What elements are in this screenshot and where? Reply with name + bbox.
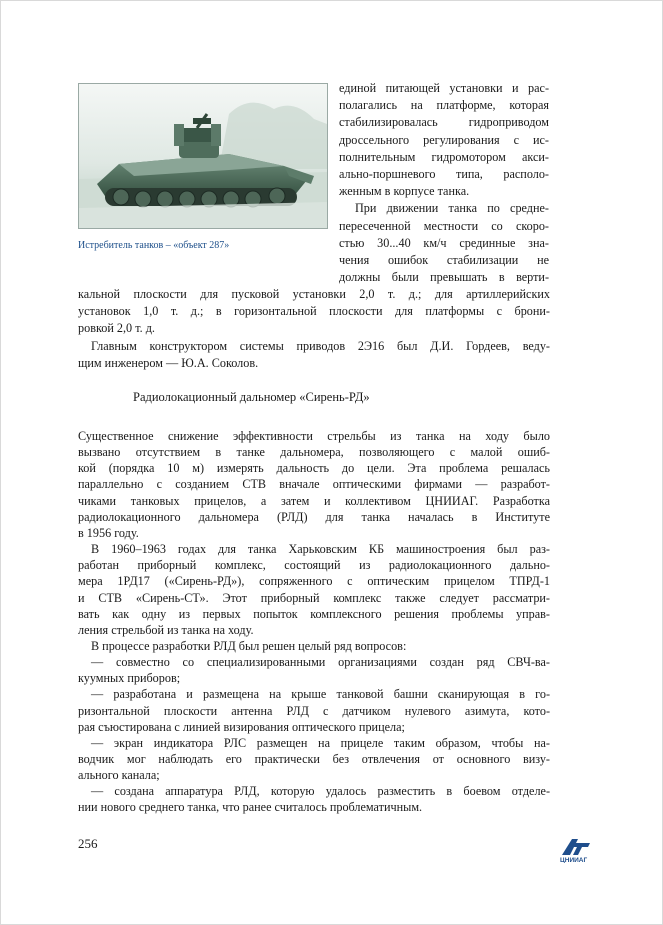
column-text-line-3: дроссельного регулирования с ис- [339, 132, 549, 147]
cniiag-logo [558, 835, 594, 863]
body-text-line-23: нии нового среднего танка, что ранее считалось проблематичным. [78, 800, 423, 815]
tank-photo [78, 83, 328, 229]
column-text-line-7: При движении танка по средне- [355, 201, 549, 216]
body-text-line-1: вызвано отсутствием в танке дальномера, позволяющего с малой ошиб- [78, 445, 550, 460]
body-text-line-13: В процессе разработки РЛД был решен целый ряд вопросов: [91, 638, 407, 653]
paragraph-line-0: кальной плоскости для пусковой установки 2,0 т. д.; для артиллерийских [78, 287, 550, 301]
page-number: 256 [78, 836, 98, 851]
column-text-line-6: женным в корпусе танка. [339, 184, 470, 199]
body-text-line-11: вать как одну из первых попыток комплексного решения проблемы управ- [78, 606, 550, 621]
column-text-line-0: единой питающей установки и рас- [339, 81, 549, 95]
column-text-line-4: полнительным гидромотором акси- [339, 149, 549, 164]
body-text-line-21: ального канала; [78, 768, 160, 783]
body-text-line-2: кой (порядка 10 м) измерять дальность до цели. Эта проблема решалась [78, 461, 550, 476]
body-text-line-4: чиками танковых прицелов, а затем и коллективом ЦНИИАГ. Разработка [78, 493, 550, 508]
body-text-line-0: Существенное снижение эффективности стрельбы из танка на ходу было [78, 429, 550, 443]
body-text-line-8: работан приборный комплекс, состоящий из радиолокационного дально- [78, 558, 550, 573]
body-text-line-15: куумных приборов; [78, 671, 181, 686]
body-text-line-17: ризонтальной плоскости антенна РЛД с датчиком нулевого азимута, кото- [78, 703, 550, 718]
paragraph-line-3: Главным конструктором системы приводов 2Э16 был Д.И. Гордеев, веду- [91, 338, 550, 353]
body-text-line-20: водчик мог наблюдать его практически без отвлечения от основного визу- [78, 752, 550, 766]
body-text-line-10: и СТВ «Сирень-СТ». Этот приборный комплекс также следует рассматри- [78, 590, 550, 605]
column-text-line-1: полагались на платформе, которая [339, 98, 549, 113]
body-text-line-9: мера 1РД17 («Сирень-РД»), сопряженного с оптическим прицелом ТПРД-1 [78, 574, 550, 589]
body-text-line-5: радиолокационного дальномера (РЛД) для танка началась в Институте [78, 509, 550, 524]
column-text-line-5: ально-поршневого типа, располо- [339, 167, 549, 181]
paragraph-line-2: ровкой 2,0 т. д. [78, 321, 155, 336]
column-text-line-11: должны были превышать в верти- [339, 270, 549, 285]
body-text-line-18: рая съюстирована с линией визирования оптического прицела; [78, 719, 405, 734]
body-text-line-22: — создана аппаратура РЛД, которую удалось разместить в боевом отделе- [91, 784, 550, 799]
body-text-line-16: — разработана и размещена на крыше танковой башни сканирующая в го- [91, 687, 550, 702]
body-text-line-6: в 1956 году. [78, 525, 139, 540]
paragraph-line-4: щим инженером — Ю.А. Соколов. [78, 355, 259, 370]
figure-caption: Истребитель танков – «объект 287» [78, 240, 230, 251]
tank-illustration [79, 84, 327, 228]
body-text-line-14: — совместно со специализированными организациями создан ряд СВЧ-ва- [91, 655, 550, 670]
column-text-line-9: стью 30...40 км/ч срединные зна- [339, 235, 549, 250]
column-text-line-2: стабилизировалась гидроприводом [339, 115, 549, 130]
column-text-line-10: чения ошибок стабилизации не [339, 253, 549, 267]
paragraph-line-1: установок 1,0 т. д.; в горизонтальной плоскости для платформы с брони- [78, 304, 550, 319]
body-text-line-7: В 1960–1963 годах для танка Харьковским КБ машиностроения был раз- [91, 542, 550, 557]
section-heading: Радиолокационный дальномер «Сирень-РД» [133, 390, 370, 404]
body-text-line-12: ления стрельбой из танка на ходу. [78, 622, 254, 637]
column-text-line-8: пересеченной местности со скоро- [339, 218, 549, 233]
body-text-line-3: параллельно с созданием СТВ вначале оптическими фирмами — разработ- [78, 477, 550, 492]
body-text-line-19: — экран индикатора РЛС размещен на прицеле таким образом, чтобы на- [91, 735, 550, 750]
logo-text: ЦНИИАГ [560, 857, 588, 863]
